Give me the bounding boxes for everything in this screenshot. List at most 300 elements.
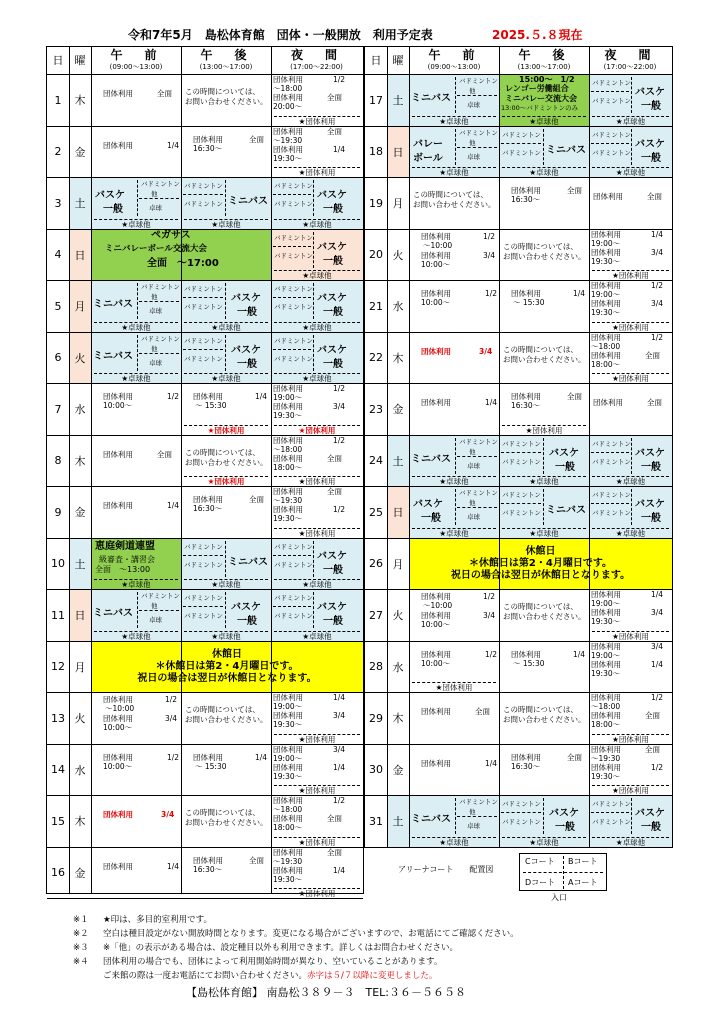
sport-general: 一般	[323, 358, 343, 370]
multipurpose-room-note: ★卓球他	[592, 837, 669, 847]
multipurpose-room-note: ★団体利用	[274, 528, 360, 538]
sport-general: 一般	[555, 461, 575, 473]
sport-badminton: バドミントン	[141, 592, 180, 600]
day-row	[47, 436, 363, 488]
sport-tabletennis: 卓球	[467, 152, 480, 161]
cell-text: この時間については、	[503, 602, 578, 611]
cell-text: ～18:00	[591, 341, 621, 351]
cell-text: 1/4	[333, 144, 346, 154]
day-row	[47, 75, 363, 127]
cell-text: 1/4	[333, 865, 346, 875]
cell-text: ～19:30	[273, 135, 303, 145]
day-of-week: 木	[74, 815, 86, 829]
sport-badminton: バドミントン	[459, 77, 498, 85]
cell-text: 団体利用	[421, 611, 451, 620]
cell-text: 1/2	[651, 693, 664, 702]
closed-line-2: 祝日の場合は翌日が休館日となります。	[450, 569, 631, 581]
sport-general: 一般	[323, 564, 343, 576]
sport-general: 一般	[421, 513, 441, 524]
day-row	[365, 796, 672, 848]
cell-text: 団体利用	[421, 592, 451, 601]
afternoon-cell	[499, 333, 589, 384]
cell-text: 16:30～	[511, 401, 541, 410]
day-of-week: 木	[392, 712, 404, 726]
evening-cell	[271, 178, 363, 229]
sport-volleyball: ボール	[413, 152, 443, 164]
cell-text: 団体利用	[591, 299, 621, 308]
sport-badminton: バドミントン	[274, 336, 313, 345]
cell-text: 団体利用	[273, 814, 303, 823]
cell-text: ～10:00	[423, 601, 453, 610]
evening-cell	[271, 333, 363, 384]
afternoon-cell	[181, 487, 271, 538]
afternoon-cell	[181, 796, 271, 847]
evening-cell	[589, 75, 672, 126]
sport-minibas: ミニバス	[228, 196, 268, 207]
evening-cell	[589, 127, 672, 178]
multipurpose-room-note: ★団体利用	[274, 888, 360, 898]
cell-text: 団体利用	[103, 861, 133, 871]
afternoon-cell	[181, 75, 271, 126]
cell-text: 1/2	[485, 649, 498, 659]
cell-text: 団体利用	[591, 247, 621, 257]
cell-text: ～18:00	[273, 805, 303, 814]
day-row	[365, 590, 672, 642]
cell-text: 団体利用	[273, 384, 303, 393]
cell-text: 1/2	[333, 435, 346, 445]
day-of-week: 土	[69, 178, 91, 229]
cell-text: ～10:00	[423, 240, 453, 250]
multipurpose-room-note: ★団体利用	[592, 322, 669, 332]
sport-badminton: バドミントン	[592, 97, 631, 105]
table-header	[47, 47, 363, 75]
header-afternoon	[499, 47, 589, 75]
cell-text: 1/2	[333, 384, 346, 393]
cell-text: 全面	[567, 186, 582, 195]
sport-volleyball: バレー	[413, 138, 443, 150]
sport-general: 一般	[641, 461, 661, 473]
header-afternoon-time: (13:00～17:00)	[199, 63, 253, 71]
cell-text: 全面	[647, 398, 662, 407]
cell-text: 団体利用	[273, 796, 303, 805]
closed-line-2: 祝日の場合は翌日が休館日となります。	[137, 672, 317, 684]
cell-text: 全面	[327, 487, 342, 496]
cell-text: 団体利用	[103, 752, 133, 762]
sport-other: 他	[469, 87, 476, 95]
cell-text: 団体利用	[273, 144, 303, 154]
sport-badminton: バドミントン	[502, 800, 541, 808]
event-time: 全面 ～17:00	[147, 257, 219, 269]
note-3: ※３ ※「他」の表示がある場合は、設定種目以外も利用できます。詳しくはお問合わせください。	[73, 943, 458, 953]
cell-text: 団体利用	[593, 398, 623, 407]
notes-section	[73, 913, 519, 983]
closed-day-notice	[409, 539, 672, 590]
cell-text: 団体利用	[273, 505, 303, 514]
event-time: 15:00～ 1/2	[519, 75, 575, 84]
afternoon-cell	[181, 693, 271, 744]
evening-cell	[589, 693, 672, 744]
cell-text: 団体利用	[511, 392, 541, 401]
cell-text: 18:00～	[273, 462, 303, 472]
event-cell	[91, 539, 181, 590]
sport-basketball: バスケ	[231, 344, 261, 356]
sport-badminton: バドミントン	[274, 542, 313, 551]
day-of-week: 火	[392, 609, 404, 623]
day-of-week: 木	[392, 351, 404, 365]
evening-cell	[589, 745, 672, 796]
day-of-week: 金	[392, 403, 404, 417]
sport-other: 他	[469, 808, 476, 816]
cell-text: 1/4	[651, 659, 664, 669]
multipurpose-room-note: ★卓球他	[274, 219, 360, 229]
cell-text: 1/4	[573, 649, 586, 659]
sport-badminton: バドミントン	[274, 285, 313, 293]
afternoon-cell	[181, 178, 271, 229]
sport-general: 一般	[237, 358, 257, 370]
cell-text: お問い合わせください。	[185, 715, 268, 724]
cell-text: 団体利用	[273, 435, 303, 445]
header-evening-label: 夜 間	[290, 48, 342, 62]
day-of-week: 木	[74, 454, 86, 468]
cell-text: 1/4	[255, 752, 268, 762]
sport-basketball: バスケ	[317, 344, 347, 356]
multipurpose-room-note: ★団体利用	[592, 270, 669, 280]
sport-badminton: バドミントン	[502, 457, 541, 466]
afternoon-cell	[181, 384, 271, 435]
sport-basketball: バスケ	[317, 190, 347, 201]
cell-text: 団体利用	[511, 752, 541, 762]
sport-minibas: ミニバス	[93, 350, 133, 362]
evening-cell	[271, 230, 363, 281]
evening-cell	[271, 487, 363, 538]
afternoon-cell	[499, 642, 589, 693]
sport-badminton: バドミントン	[184, 285, 223, 293]
cell-text: 10:00～	[421, 658, 451, 668]
sport-badminton: バドミントン	[592, 491, 631, 499]
cell-text: 団体利用	[421, 649, 451, 659]
day-row	[365, 384, 672, 436]
cell-text: 19:30～	[273, 411, 303, 420]
cell-text: 1/4	[333, 693, 346, 702]
cell-text: 全面	[647, 192, 662, 201]
cell-text: 20:00～	[273, 102, 303, 111]
afternoon-cell	[181, 745, 271, 796]
multipurpose-room-note: ★卓球他	[274, 631, 360, 641]
sport-basketball: バスケ	[317, 550, 347, 562]
morning-cell	[409, 693, 499, 744]
cell-text: ～ 15:30	[513, 658, 545, 668]
sport-badminton: バドミントン	[592, 509, 631, 517]
table-header	[365, 47, 672, 75]
cell-text: お問い合わせください。	[503, 612, 586, 621]
cell-text: ～10:00	[105, 704, 135, 713]
header-afternoon-label: 午 後	[518, 48, 570, 62]
sport-badminton: バドミントン	[274, 233, 313, 242]
cell-text: 19:30～	[273, 771, 303, 781]
cell-text: 1/2	[651, 762, 664, 772]
day-row	[47, 642, 363, 694]
morning-cell	[91, 333, 181, 384]
cell-text: 1/4	[485, 398, 498, 407]
sport-general: 一般	[641, 822, 661, 833]
sport-badminton: バドミントン	[141, 334, 180, 343]
sport-basketball: バスケ	[317, 241, 347, 253]
cell-text: 3/4	[333, 744, 346, 754]
evening-cell	[589, 642, 672, 693]
sport-other: 他	[151, 190, 158, 198]
day-of-week: 土	[69, 539, 91, 590]
afternoon-cell	[499, 693, 589, 744]
sport-badminton: バドミントン	[184, 612, 223, 620]
cell-text: この時間については、	[185, 447, 260, 457]
cell-text: 19:30～	[273, 514, 303, 523]
schedule-table-left	[46, 46, 364, 898]
cell-text: この時間については、	[503, 344, 578, 354]
multipurpose-room-note: ★団体利用	[184, 425, 268, 435]
cell-text: 全面	[157, 89, 172, 98]
sport-tabletennis: 卓球	[149, 616, 162, 624]
day-row	[365, 230, 672, 282]
sport-other: 他	[469, 499, 476, 507]
sport-badminton: バドミントン	[184, 354, 223, 363]
cell-text: 19:30～	[273, 153, 303, 163]
afternoon-cell	[181, 848, 271, 899]
cell-text: お問い合わせください。	[503, 251, 586, 261]
day-row	[47, 127, 363, 179]
day-number: 9	[54, 505, 62, 519]
court-layout-diagram	[519, 853, 607, 891]
cell-text: お問い合わせください。	[503, 354, 586, 364]
cell-text: 19:00～	[591, 238, 621, 248]
sport-general: 一般	[323, 255, 343, 267]
cell-text: 全面	[645, 711, 660, 720]
cell-text: 団体利用	[273, 93, 303, 102]
morning-cell	[409, 436, 499, 487]
cell-text: 1/2	[333, 505, 346, 514]
sport-badminton: バドミントン	[274, 182, 313, 190]
cell-text: 1/4	[651, 229, 664, 239]
morning-cell	[409, 178, 499, 229]
day-of-week: 水	[392, 660, 404, 674]
cell-text: 1/2	[167, 392, 180, 401]
sport-badminton: バドミントン	[502, 130, 541, 139]
afternoon-cell	[499, 436, 589, 487]
day-number: 15	[51, 814, 65, 828]
cell-text: この時間については、	[185, 705, 260, 714]
sport-badminton: バドミントン	[592, 79, 631, 87]
day-of-week: 月	[392, 557, 404, 571]
sport-minibas: ミニバス	[411, 814, 451, 825]
cell-text: 19:30～	[591, 308, 621, 317]
schedule-table-right	[364, 46, 673, 848]
cell-text: 団体利用	[591, 641, 621, 651]
sport-badminton: バドミントン	[274, 354, 313, 363]
cell-text: 19:00～	[273, 753, 303, 763]
sport-badminton: バドミントン	[592, 130, 631, 139]
closed-line-1: ＊休館日は第2・4月曜日です。	[155, 660, 299, 672]
sport-badminton: バドミントン	[592, 818, 631, 826]
court-a: Aコート	[568, 878, 598, 887]
cell-text: 1/4	[651, 590, 664, 599]
multipurpose-room-note: ★卓球他	[94, 579, 178, 589]
morning-cell	[409, 333, 499, 384]
cell-text: 団体利用	[511, 186, 541, 195]
evening-cell	[271, 384, 363, 435]
sport-general: 一般	[555, 822, 575, 833]
day-number: 12	[51, 660, 65, 674]
footer-contact: 【島松体育館】 南島松３８９－３ TEL:３６－５６５８	[186, 986, 466, 999]
day-of-week: 水	[392, 300, 404, 314]
cell-text: 1/4	[333, 762, 346, 772]
day-number: 10	[51, 557, 65, 571]
cell-text: 3/4	[333, 711, 346, 720]
cell-text: 団体利用	[421, 346, 451, 356]
sport-minibas: ミニバス	[93, 608, 133, 619]
day-row	[47, 281, 363, 333]
morning-cell	[409, 230, 499, 281]
cell-text: 団体利用	[591, 693, 621, 702]
cell-text: 全面	[327, 93, 342, 102]
sport-basketball: バスケ	[95, 190, 125, 201]
morning-cell	[409, 487, 499, 538]
sport-badminton: バドミントン	[141, 283, 180, 291]
sport-other: 他	[151, 344, 158, 353]
day-number: 8	[54, 454, 62, 468]
day-number: 13	[51, 711, 65, 725]
cell-text: 16:30～	[511, 761, 541, 771]
sport-general: 一般	[323, 616, 343, 627]
cell-text: 18:00～	[273, 823, 303, 832]
sport-minibas: ミニバス	[411, 453, 451, 465]
cell-text: 3/4	[483, 611, 496, 620]
multipurpose-room-note: ★卓球他	[412, 837, 496, 847]
sport-badminton: バドミントン	[274, 200, 313, 208]
event-name: ミニバレー交流大会	[505, 94, 577, 103]
sport-basketball: バスケ	[635, 499, 665, 510]
sport-badminton: バドミントン	[184, 303, 223, 311]
day-number: 18	[369, 145, 383, 159]
sport-tabletennis: 卓球	[467, 822, 480, 830]
cell-text: 1/4	[573, 289, 586, 298]
day-row	[365, 487, 672, 539]
cell-text: 19:30～	[591, 771, 621, 781]
evening-cell	[589, 178, 672, 229]
note-4: ※４ 団体利用の場合でも、団体によって利用開始時間が異なり、空いていることがあります。	[73, 957, 443, 967]
cell-text: 19:00～	[273, 702, 303, 711]
sport-badminton: バドミントン	[592, 148, 631, 157]
cell-text: 全面	[327, 847, 342, 857]
sport-general: 一般	[103, 204, 123, 215]
afternoon-cell	[499, 487, 589, 538]
multipurpose-room-note: ★団体利用	[592, 631, 669, 641]
multipurpose-room-note: ★団体利用	[592, 373, 669, 383]
morning-cell	[91, 693, 181, 744]
afternoon-cell	[181, 539, 271, 590]
cell-text: 19:30～	[591, 256, 621, 266]
cell-text: 団体利用	[103, 392, 133, 401]
afternoon-cell	[181, 590, 271, 641]
closed-line-1: ＊休館日は第2・4月曜日です。	[468, 557, 613, 569]
evening-cell	[589, 487, 672, 538]
evening-cell	[589, 333, 672, 384]
cell-text: 3/4	[483, 250, 496, 260]
afternoon-cell	[499, 281, 589, 332]
morning-cell	[91, 178, 181, 229]
sport-basketball: バスケ	[549, 808, 579, 819]
day-of-week: 木	[74, 94, 86, 108]
note-2: ※２ 空白は種目設定がない開放時間となります。変更になる場合がございますので、お電話にてご確認ください。	[73, 929, 519, 939]
cell-text: 団体利用	[591, 281, 621, 290]
morning-cell	[91, 590, 181, 641]
day-number: 25	[369, 505, 383, 519]
sport-basketball: バスケ	[635, 808, 665, 819]
cell-text: 団体利用	[193, 495, 223, 504]
day-of-week: 金	[74, 506, 86, 520]
sport-other: 他	[469, 138, 476, 147]
cell-text: 団体利用	[511, 649, 541, 659]
cell-text: 3/4	[479, 346, 493, 356]
header-afternoon-time: (13:00～17:00)	[517, 63, 571, 71]
day-number: 21	[369, 299, 383, 313]
day-number: 20	[369, 248, 383, 262]
afternoon-cell	[181, 436, 271, 487]
cell-text: 団体利用	[103, 449, 133, 459]
multipurpose-room-note: ★卓球他	[184, 322, 268, 332]
morning-cell	[91, 75, 181, 126]
day-of-week: 土	[387, 75, 409, 126]
event-title: 恵庭剣道連盟	[95, 540, 155, 552]
event-name: 級審査・講習会	[99, 554, 155, 564]
sport-other: 他	[151, 602, 158, 610]
cell-text: 19:30～	[273, 874, 303, 884]
morning-cell	[91, 487, 181, 538]
multipurpose-room-note: ★卓球他	[274, 322, 360, 332]
sport-general: 一般	[323, 307, 343, 318]
evening-cell	[271, 539, 363, 590]
evening-cell	[589, 281, 672, 332]
day-row	[47, 745, 363, 797]
day-of-week: 水	[74, 763, 86, 777]
cell-text: 3/4	[651, 299, 664, 308]
header-evening-label: 夜 間	[604, 48, 656, 62]
morning-cell	[409, 281, 499, 332]
multipurpose-room-note: ★卓球他	[592, 116, 669, 126]
day-row	[47, 693, 363, 745]
day-row	[365, 75, 672, 127]
sport-badminton: バドミントン	[502, 439, 541, 448]
day-of-week: 金	[74, 145, 86, 159]
multipurpose-room-note: ★卓球他	[274, 270, 360, 280]
sport-badminton: バドミントン	[502, 509, 541, 517]
day-number: 14	[51, 763, 65, 777]
multipurpose-room-note: ★卓球他	[502, 528, 586, 538]
cell-text: 3/4	[161, 810, 175, 819]
afternoon-cell	[499, 590, 589, 641]
cell-text: ～19:30	[273, 856, 303, 866]
cell-text: 団体利用	[103, 810, 133, 819]
cell-text: 10:00～	[103, 761, 133, 771]
sport-basketball: バスケ	[635, 138, 665, 150]
cell-text: 団体利用	[591, 229, 621, 239]
evening-cell	[271, 848, 363, 899]
event-name: ミニバレーボール交流大会	[105, 243, 207, 254]
cell-text: 全面	[249, 855, 264, 865]
cell-text: 団体利用	[591, 659, 621, 669]
note-1: ※１ ★印は、多目的室利用です。	[73, 915, 212, 925]
cell-text: 10:00～	[421, 259, 451, 269]
cell-text: 全面	[567, 392, 582, 401]
evening-cell	[271, 693, 363, 744]
